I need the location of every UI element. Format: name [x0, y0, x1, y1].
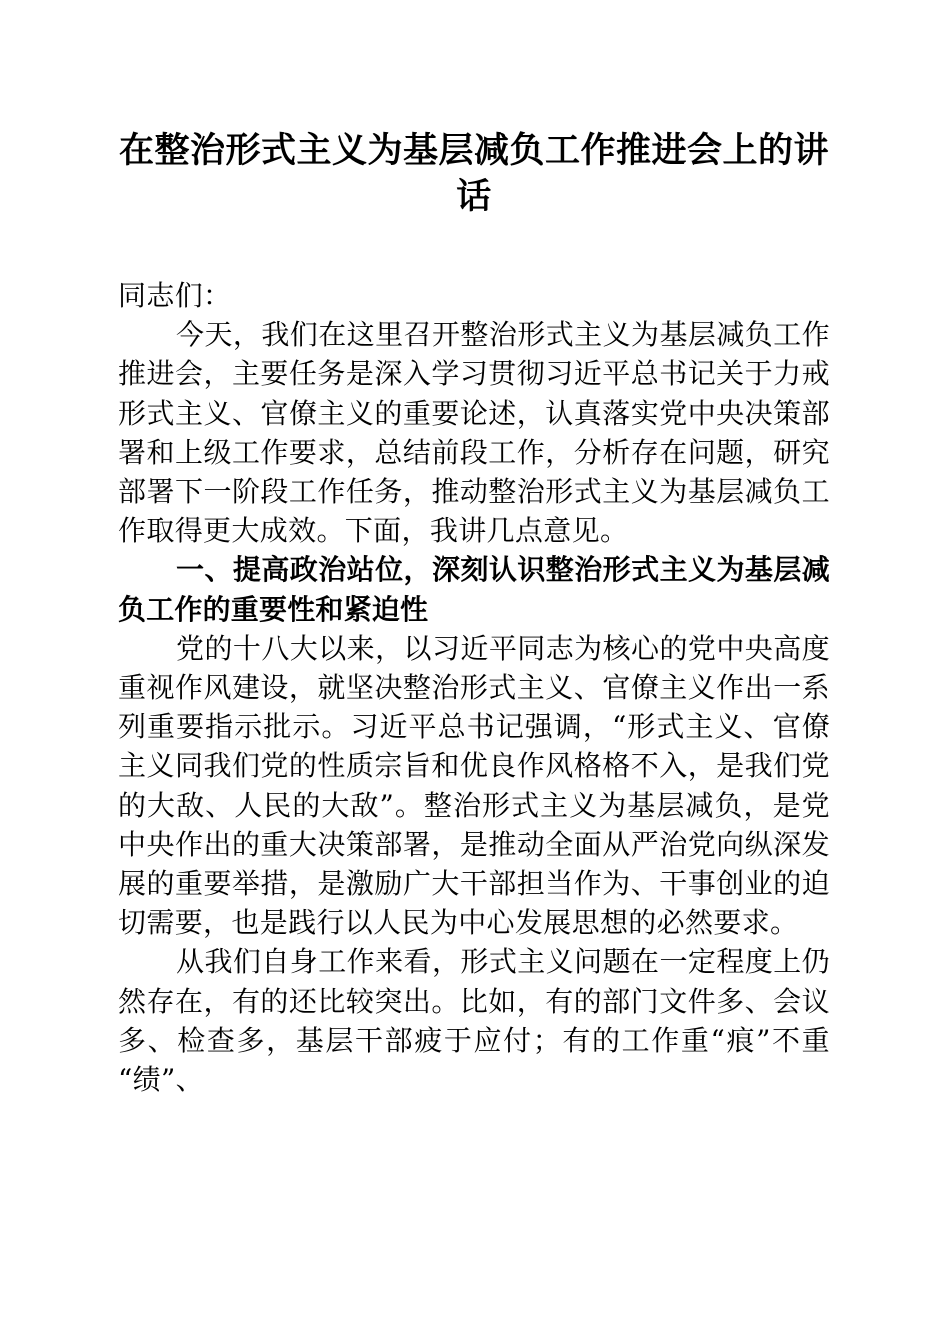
paragraph-opening: 今天，我们在这里召开整治形式主义为基层减负工作推进会，主要任务是深入学习贯彻习近平总书记关于力戒形式主义、官僚主义的重要论述，认真落实党中央决策部署和上级工作要求，总结前段工作，分析存在问题，研究部署下一阶段工作任务，推动整治形式主义为基层减负工作取得更大成效。下面，我讲几点意见。 [118, 318, 830, 548]
paragraph-section-one-2: 从我们自身工作来看，形式主义问题在一定程度上仍然存在，有的还比较突出。比如，有的部门文件多、会议多、检查多，基层干部疲于应付；有的工作重“痕”不重“绩”、 [118, 945, 830, 1097]
document-body [118, 276, 830, 1099]
page-title: 在整治形式主义为基层减负工作推进会上的讲话 [118, 131, 829, 216]
section-heading-one: 一、提高政治站位，深刻认识整治形式主义为基层减负工作的重要性和紧迫性 [118, 554, 830, 625]
salutation: 同志们： [118, 279, 232, 312]
paragraph-section-one-1: 党的十八大以来，以习近平同志为核心的党中央高度重视作风建设，就坚决整治形式主义、官僚主义作出一系列重要指示批示。习近平总书记强调，“形式主义、官僚主义同我们党的性质宗旨和优良作风格格不入，是我们党的大敌、人民的大敌”。整治形式主义为基层减负，是党中央作出的重大决策部署，是推动全面从严治党向纵深发展的重要举措，是激励广大干部担当作为、干事创业的迫切需要，也是践行以人民为中心发展思想的必然要求。 [118, 631, 830, 940]
